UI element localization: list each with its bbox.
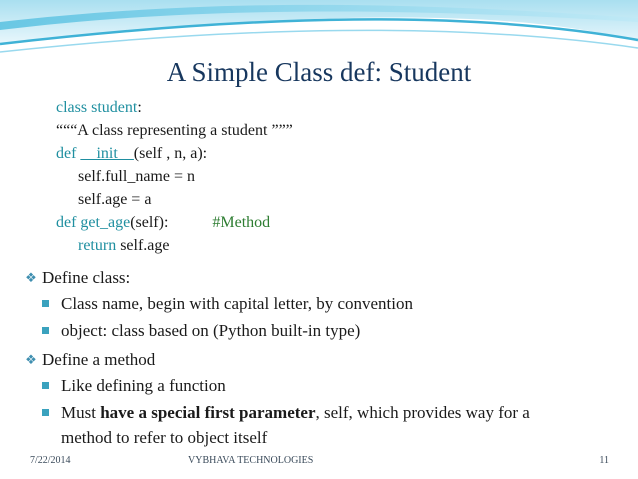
square-bullet-icon	[42, 382, 49, 389]
code-line-class	[56, 96, 293, 119]
code-line-age	[56, 188, 293, 211]
code-text: self.full_name = n	[78, 168, 195, 185]
header-decoration	[0, 0, 638, 60]
code-text: “““A class representing a student ”””	[56, 122, 293, 139]
slide-footer	[0, 455, 638, 471]
sub-bullet-text	[61, 400, 581, 450]
code-keyword: def get_age	[56, 214, 131, 231]
code-text: self.age	[116, 237, 170, 254]
bullet-label: Define a method	[42, 349, 156, 369]
code-block	[56, 96, 293, 257]
sub-bullet-text: Class name, begin with capital letter, by convention	[61, 294, 413, 313]
footer-date: 7/22/2014	[30, 455, 71, 466]
square-bullet-icon	[42, 327, 49, 334]
sub-bullet	[24, 318, 581, 343]
sub-bullet-text-bold: have a special first parameter	[100, 403, 316, 422]
code-keyword: class student	[56, 99, 138, 116]
diamond-bullet-icon: ❖	[25, 269, 37, 285]
code-text: (self , n, a):	[133, 145, 208, 162]
bullet-define-method	[24, 345, 581, 373]
sub-bullet-text-post: , self, which provides way for a method to refer to object itself	[61, 403, 530, 447]
square-bullet-icon	[42, 300, 49, 307]
code-keyword: __init__	[80, 145, 134, 162]
code-line-getage	[56, 211, 293, 234]
diamond-bullet-icon: ❖	[25, 351, 37, 367]
code-keyword: def	[56, 145, 77, 162]
footer-page-number: 11	[599, 455, 609, 466]
code-line-return	[56, 234, 293, 257]
code-text: :	[137, 99, 142, 116]
sub-bullet	[24, 291, 581, 316]
bullet-list	[24, 263, 581, 452]
sub-bullet	[24, 373, 581, 398]
bullet-label: Define class:	[42, 267, 131, 287]
slide-title: A Simple Class def: Student	[166, 57, 472, 87]
code-comment: #Method	[212, 214, 271, 231]
bullet-define-class	[24, 263, 581, 291]
footer-organization: VYBHAVA TECHNOLOGIES	[188, 455, 314, 466]
sub-bullet-text: Like defining a function	[61, 376, 226, 395]
code-text: (self):	[130, 214, 169, 231]
code-keyword: return	[78, 237, 117, 254]
code-line-init	[56, 142, 293, 165]
sub-bullet	[24, 400, 581, 450]
code-text: self.age = a	[78, 191, 152, 208]
code-line-docstring	[56, 119, 293, 142]
code-line-fullname	[56, 165, 293, 188]
sub-bullet-text: object: class based on (Python built-in type)	[61, 321, 361, 340]
square-bullet-icon	[42, 409, 49, 416]
sub-bullet-text-pre: Must	[61, 403, 101, 422]
